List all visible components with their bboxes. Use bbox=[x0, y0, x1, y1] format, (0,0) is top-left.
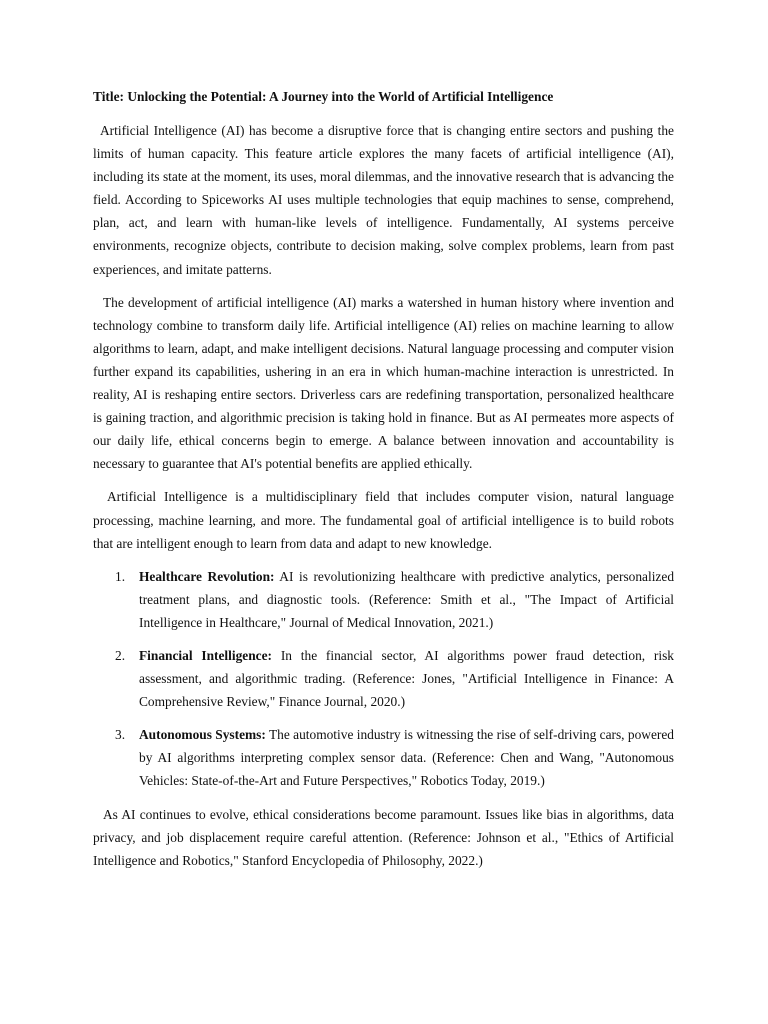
paragraph-multidisciplinary: Artificial Intelligence is a multidisciplinary field that includes computer vision, natural language processing, machine learning, and more. The fundamental goal of artificial intelligence is to build robots that are intelligent enough to learn from data and adapt to new knowledge. bbox=[93, 489, 674, 551]
list-number: 2. bbox=[115, 647, 126, 663]
paragraph-development: The development of artificial intelligence (AI) marks a watershed in human history where invention and technology combine to transform daily life. Artificial intelligence (AI) relies on machine learning to allow algorithms to learn, adapt, and make intelligent decisions. Natural language processing and computer vision further expand its capabilities, ushering in an era in which human-machine interaction is unrestricted. In reality, AI is reshaping entire sectors. Driverless cars are redefining transportation, personalized healthcare is gaining traction, and algorithmic precision is taking hold in finance. But as AI permeates more aspects of our daily life, ethical concerns begin to emerge. A balance between innovation and accountability is necessary to guarantee that AI's potential benefits are applied ethically. bbox=[93, 294, 674, 472]
list-item-healthcare bbox=[93, 565, 674, 634]
paragraph-closing: As AI continues to evolve, ethical considerations become paramount. Issues like bias in algorithms, data privacy, and job displacement require careful attention. (Reference: Johnson et al., "Ethics of Artificial Intelligence and Robotics," Stanford Encyclopedia of Philosophy, 2022.) bbox=[93, 806, 674, 868]
list-item-heading: Healthcare Revolution: bbox=[139, 568, 275, 584]
list-number: 1. bbox=[115, 568, 126, 584]
list-item-text: In the financial sector, AI algorithms power fraud detection, risk assessment, and algorithmic trading. (Reference: Jones, "Artificial Intelligence in Finance: A Comprehensive Review," Finance Journal, 2020.) bbox=[139, 647, 674, 710]
list-number: 3. bbox=[115, 727, 126, 743]
list-item-text: AI is revolutionizing healthcare with predictive analytics, personalized treatment plans, and diagnostic tools. (Reference: Smith et al., "The Impact of Artificial Intelligence in Healthcare," Journal of Medical Innovation, 2021.) bbox=[139, 568, 675, 630]
list-item-heading: Autonomous Systems: bbox=[139, 727, 266, 743]
list-item-text: The automotive industry is witnessing the rise of self-driving cars, powered by AI algorithms interpreting complex sensor data. (Reference: Chen and Wang, "Autonomous Vehicles: State-of-the-Art and Future Perspectives," Robotics Today, 2019.) bbox=[139, 727, 674, 789]
paragraph-intro: Artificial Intelligence (AI) has become a disruptive force that is changing entire sectors and pushing the limits of human capacity. This feature article explores the many facets of artificial intelligence (AI), including its state at the moment, its uses, moral dilemmas, and the innovative research that is advancing the field. According to Spiceworks AI uses multiple technologies that equip machines to sense, comprehend, plan, act, and learn with human-like levels of intelligence. Fundamentally, AI systems perceive environments, recognize objects, contribute to decision making, solve complex problems, learn from past experiences, and imitate patterns. bbox=[93, 123, 674, 277]
applications-list bbox=[93, 565, 674, 793]
list-item-autonomous bbox=[93, 723, 674, 792]
list-item-finance bbox=[93, 644, 674, 713]
document-title: Title: Unlocking the Potential: A Journey into the World of Artificial Intelligence bbox=[93, 89, 554, 104]
list-item-heading: Financial Intelligence: bbox=[139, 647, 273, 663]
